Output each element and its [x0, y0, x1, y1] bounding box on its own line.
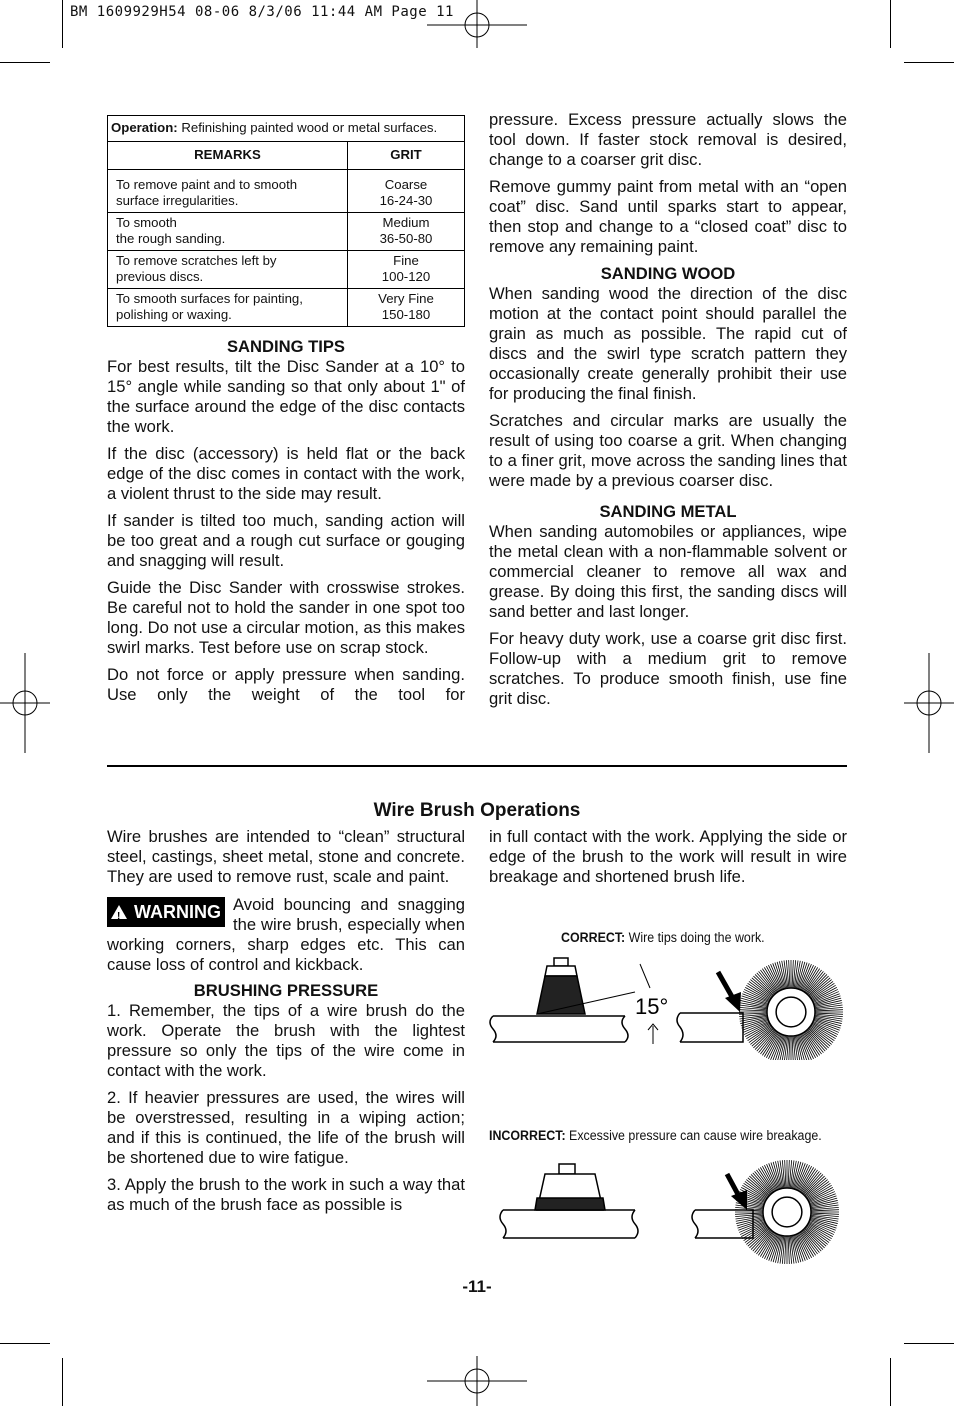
grit-values: 100-120	[381, 269, 431, 284]
paragraph: If sander is tilted too much, sanding action will be too great and a rough cut surface or gouging and snagging will result.	[107, 511, 465, 570]
remark-line: To remove scratches left by	[116, 252, 277, 268]
remark-line: polishing or waxing.	[116, 307, 232, 322]
paragraph: When sanding automobiles or appliances, wipe the metal clean with a non-flammable solvent or commercial cleaner to remove all wax and grease. By doing this first, the sanding discs will sand better and last longer.	[489, 522, 847, 621]
remark-line: previous discs.	[116, 269, 204, 284]
wheel-brush-icon	[735, 1160, 839, 1264]
sanding-metal-heading: SANDING METAL	[599, 502, 737, 521]
paragraph: pressure. Excess pressure actually slows the tool down. If faster stock removal is desired, change to a coarser grit disc.	[489, 110, 847, 169]
brushing-pressure-heading: BRUSHING PRESSURE	[193, 981, 379, 1000]
incorrect-text: Excessive pressure can cause wire breakage.	[569, 1128, 822, 1143]
operation-label: Operation:	[111, 120, 178, 135]
grit-values: 16-24-30	[379, 193, 433, 208]
correct-illustration	[485, 950, 855, 1060]
paragraph: For best results, tilt the Disc Sander at a 10° to 15° angle while sanding so that only about 1" of the surface around the edge of the disc contacts the work.	[107, 357, 465, 436]
sanding-tips-heading: SANDING TIPS	[226, 337, 345, 356]
correct-text: Wire tips doing the work.	[628, 930, 765, 945]
sanding-tips-section	[107, 337, 465, 712]
remark-line: To remove paint and to smooth	[116, 176, 298, 192]
workpiece-left	[503, 1210, 635, 1238]
remark-line: surface irregularities.	[116, 193, 239, 208]
table-row	[108, 288, 465, 326]
grit-table	[107, 115, 465, 327]
grit-name: Very Fine	[378, 290, 434, 306]
sanding-wood-heading: SANDING WOOD	[600, 264, 736, 283]
paragraph: 1. Remember, the tips of a wire brush do the work. Operate the brush with the lightest pressure so only the tips of the wire come in contact with the work.	[107, 1001, 465, 1080]
grit-name: Coarse	[384, 176, 428, 192]
incorrect-caption	[489, 1128, 822, 1143]
grit-name: Fine	[393, 252, 419, 268]
table-row	[108, 250, 465, 288]
paragraph: Do not force or apply pressure when sanding. Use only the weight of the tool for	[107, 665, 465, 704]
operation-text: Refinishing painted wood or metal surfaces.	[181, 120, 438, 135]
warning-label: WARNING	[134, 902, 221, 922]
warning-block	[107, 895, 465, 975]
angle-label: 15°	[635, 994, 669, 1019]
header-remarks: REMARKS	[108, 141, 348, 169]
warning-text: Avoid bouncing and snagging the wire brush, especially when working corners, sharp edges etc. This can cause loss of control and kickback.	[107, 895, 465, 974]
grit-table-container	[107, 115, 465, 327]
page-number: -11-	[462, 1277, 492, 1296]
sanding-right-column	[489, 110, 847, 716]
wire-brush-heading: Wire Brush Operations	[373, 800, 581, 821]
wire-brush-left-column	[107, 827, 465, 1222]
paragraph: When sanding wood the direction of the disc motion at the contact point should parallel the grain as much as possible. The rapid cut of discs and the swirl type scratch pattern they occasionally create generally prohibit their use for producing the final finish.	[489, 284, 847, 403]
remark-line: To smooth	[116, 214, 177, 230]
header-grit: GRIT	[348, 141, 465, 169]
paragraph: 3. Apply the brush to the work in such a way that as much of the brush face as possible is	[107, 1175, 465, 1214]
paragraph: Guide the Disc Sander with crosswise strokes. Be careful not to hold the sander in one spot too long. Do not use a circular motion, as this makes swirl marks. Test before use on scrap stock.	[107, 578, 465, 657]
remark-line: the rough sanding.	[116, 231, 226, 246]
arrow-icon	[718, 972, 741, 1012]
remark-line: To smooth surfaces for painting,	[116, 290, 303, 306]
cup-brush-icon	[537, 958, 585, 1014]
workpiece-left	[493, 1016, 625, 1042]
grit-values: 150-180	[381, 307, 431, 322]
grit-values: 36-50-80	[379, 231, 433, 246]
correct-label: CORRECT:	[561, 930, 626, 945]
correct-caption	[561, 930, 765, 945]
cup-brush-icon	[535, 1164, 605, 1210]
paragraph: in full contact with the work. Applying the side or edge of the brush to the work will result in wire breakage and shortened brush life.	[489, 827, 847, 886]
paragraph: If the disc (accessory) is held flat or the back edge of the disc comes in contact with the work, a violent thrust to the side may result.	[107, 444, 465, 503]
paragraph: Wire brushes are intended to “clean” structural steel, castings, sheet metal, stone and concrete. They are used to remove rust, scale and paint.	[107, 827, 465, 886]
table-row	[108, 212, 465, 250]
incorrect-illustration	[495, 1150, 855, 1265]
print-slug: BM 1609929H54 08-06 8/3/06 11:44 AM Page 11	[70, 4, 454, 20]
section-divider	[107, 765, 847, 767]
paragraph: For heavy duty work, use a coarse grit disc first. Follow-up with a medium grit to remove scratches. To produce smooth finish, use fine grit disc.	[489, 629, 847, 708]
grit-name: Medium	[382, 214, 430, 230]
paragraph: 2. If heavier pressures are used, the wires will be overstressed, resulting in a wiping action; and if this is continued, the life of the brush will be shortened due to wire fatigue.	[107, 1088, 465, 1167]
wheel-brush-icon	[739, 960, 843, 1060]
warning-triangle-icon: !	[111, 905, 127, 919]
wire-brush-right-column	[489, 827, 847, 894]
paragraph: Scratches and circular marks are usually the result of using too coarse a grit. When changing to a finer grit, move across the sanding lines that were made by a previous coarser disc.	[489, 411, 847, 490]
table-row	[108, 169, 465, 212]
warning-badge	[107, 897, 225, 927]
incorrect-label: INCORRECT:	[489, 1128, 566, 1143]
paragraph: Remove gummy paint from metal with an “open coat” disc. Sand until sparks start to appear, then stop and change to a “closed coat” disc to remove any remaining paint.	[489, 177, 847, 256]
